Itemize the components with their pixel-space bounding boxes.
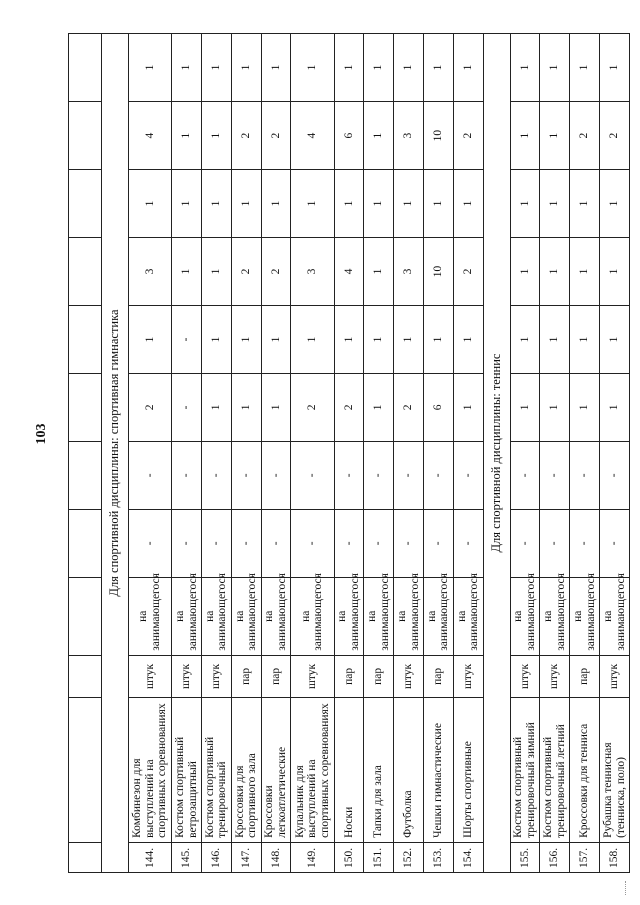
quantity-cell-3: 2 — [129, 373, 172, 441]
quantity-cell-2: - — [600, 441, 630, 509]
quantity-cell-7: 2 — [261, 102, 291, 170]
quantity-cell-8: 1 — [364, 34, 394, 102]
section-title: Для спортивной дисциплины: спортивная гимнастика — [102, 34, 129, 873]
quantity-cell-2: - — [172, 441, 202, 509]
table-row — [394, 34, 424, 873]
calculation-unit: на занимающегося — [510, 577, 540, 655]
quantity-cell-5: 2 — [231, 238, 261, 306]
quantity-cell-8: 1 — [394, 34, 424, 102]
calculation-unit: на занимающегося — [261, 577, 291, 655]
unit-of-measure: пар — [261, 655, 291, 697]
quantity-cell-1: - — [364, 509, 394, 577]
scan-edge-mark — [625, 881, 634, 895]
row-number: 157. — [570, 842, 600, 872]
quantity-cell-3: 1 — [540, 373, 570, 441]
quantity-cell-4: 1 — [201, 305, 231, 373]
quantity-cell-1: - — [291, 509, 334, 577]
row-number: 158. — [600, 842, 630, 872]
quantity-cell-2: - — [453, 441, 483, 509]
quantity-cell-1: - — [600, 509, 630, 577]
calculation-unit: на занимающегося — [201, 577, 231, 655]
quantity-cell-3: - — [172, 373, 202, 441]
row-number: 150. — [334, 842, 364, 872]
unit-of-measure: пар — [423, 655, 453, 697]
quantity-cell-2: - — [291, 441, 334, 509]
unit-of-measure: штук — [453, 655, 483, 697]
quantity-cell-5: 1 — [201, 238, 231, 306]
quantity-cell-3: 1 — [600, 373, 630, 441]
calculation-unit: на занимающегося — [231, 577, 261, 655]
quantity-cell-4: 1 — [394, 305, 424, 373]
quantity-cell-6: 1 — [364, 170, 394, 238]
calculation-unit: на занимающегося — [423, 577, 453, 655]
quantity-cell-8: 1 — [423, 34, 453, 102]
quantity-cell-1: - — [394, 509, 424, 577]
quantity-cell-2: - — [129, 441, 172, 509]
quantity-cell-6: 1 — [394, 170, 424, 238]
quantity-cell-4: 1 — [570, 305, 600, 373]
calculation-unit: на занимающегося — [570, 577, 600, 655]
unit-of-measure: штук — [394, 655, 424, 697]
calculation-unit: на занимающегося — [291, 577, 334, 655]
quantity-cell-8: 1 — [172, 34, 202, 102]
quantity-cell-3: 2 — [394, 373, 424, 441]
table-row — [129, 34, 172, 873]
equipment-table — [68, 33, 630, 873]
quantity-cell-7: 4 — [291, 102, 334, 170]
quantity-cell-3: 1 — [453, 373, 483, 441]
item-name: Рубашка теннисная (тенниска, поло) — [600, 698, 630, 843]
row-number: 146. — [201, 842, 231, 872]
quantity-cell-6: 1 — [201, 170, 231, 238]
table-top-row — [69, 34, 102, 873]
quantity-cell-4: 1 — [364, 305, 394, 373]
page-number: 103 — [34, 423, 49, 445]
quantity-cell-2: - — [334, 441, 364, 509]
item-name: Костюм спортивный тренировочный летний — [540, 698, 570, 843]
quantity-cell-8: 1 — [334, 34, 364, 102]
quantity-cell-6: 1 — [261, 170, 291, 238]
quantity-cell-5: 1 — [172, 238, 202, 306]
quantity-cell-5: 2 — [453, 238, 483, 306]
quantity-cell-1: - — [261, 509, 291, 577]
row-number: 152. — [394, 842, 424, 872]
quantity-cell-1: - — [453, 509, 483, 577]
quantity-cell-8: 1 — [201, 34, 231, 102]
quantity-cell-4: 1 — [510, 305, 540, 373]
table-row — [540, 34, 570, 873]
unit-of-measure: штук — [600, 655, 630, 697]
quantity-cell-4: 1 — [334, 305, 364, 373]
table-row — [291, 34, 334, 873]
row-number: 144. — [129, 842, 172, 872]
unit-of-measure: штук — [201, 655, 231, 697]
unit-of-measure: штук — [510, 655, 540, 697]
item-name: Футболка — [394, 698, 424, 843]
quantity-cell-8: 1 — [540, 34, 570, 102]
row-number: 148. — [261, 842, 291, 872]
item-name: Тапки для зала — [364, 698, 394, 843]
quantity-cell-7: 1 — [201, 102, 231, 170]
item-name: Чешки гимнастические — [423, 698, 453, 843]
quantity-cell-1: - — [129, 509, 172, 577]
quantity-cell-8: 1 — [453, 34, 483, 102]
unit-of-measure: штук — [540, 655, 570, 697]
quantity-cell-4: 1 — [231, 305, 261, 373]
table-row — [201, 34, 231, 873]
calculation-unit: на занимающегося — [172, 577, 202, 655]
quantity-cell-7: 10 — [423, 102, 453, 170]
quantity-cell-2: - — [231, 441, 261, 509]
quantity-cell-1: - — [540, 509, 570, 577]
quantity-cell-2: - — [201, 441, 231, 509]
quantity-cell-7: 1 — [540, 102, 570, 170]
item-name: Костюм спортивный тренировочный зимний — [510, 698, 540, 843]
calculation-unit: на занимающегося — [394, 577, 424, 655]
table-row — [364, 34, 394, 873]
quantity-cell-5: 10 — [423, 238, 453, 306]
quantity-cell-5: 1 — [540, 238, 570, 306]
item-name: Кроссовки для спортивного зала — [231, 698, 261, 843]
quantity-cell-1: - — [231, 509, 261, 577]
unit-of-measure: пар — [570, 655, 600, 697]
quantity-cell-6: 1 — [334, 170, 364, 238]
quantity-cell-8: 1 — [570, 34, 600, 102]
quantity-cell-5: 1 — [510, 238, 540, 306]
table-body — [69, 34, 630, 873]
unit-of-measure: штук — [291, 655, 334, 697]
calculation-unit: на занимающегося — [129, 577, 172, 655]
unit-of-measure: пар — [364, 655, 394, 697]
calculation-unit: на занимающегося — [453, 577, 483, 655]
row-number: 149. — [291, 842, 334, 872]
quantity-cell-6: 1 — [129, 170, 172, 238]
quantity-cell-2: - — [394, 441, 424, 509]
quantity-cell-8: 1 — [510, 34, 540, 102]
quantity-cell-6: 1 — [291, 170, 334, 238]
quantity-cell-2: - — [364, 441, 394, 509]
quantity-cell-6: 1 — [423, 170, 453, 238]
quantity-cell-3: 1 — [261, 373, 291, 441]
table-row — [261, 34, 291, 873]
table-row — [600, 34, 630, 873]
quantity-cell-7: 4 — [129, 102, 172, 170]
quantity-cell-1: - — [172, 509, 202, 577]
quantity-cell-4: 1 — [600, 305, 630, 373]
table-row — [423, 34, 453, 873]
quantity-cell-4: 1 — [129, 305, 172, 373]
quantity-cell-7: 2 — [570, 102, 600, 170]
row-number: 147. — [231, 842, 261, 872]
unit-of-measure: штук — [172, 655, 202, 697]
quantity-cell-3: 2 — [334, 373, 364, 441]
quantity-cell-7: 2 — [231, 102, 261, 170]
quantity-cell-5: 1 — [600, 238, 630, 306]
table-row — [453, 34, 483, 873]
quantity-cell-5: 3 — [394, 238, 424, 306]
quantity-cell-3: 1 — [201, 373, 231, 441]
quantity-cell-5: 1 — [570, 238, 600, 306]
quantity-cell-7: 2 — [453, 102, 483, 170]
row-number: 153. — [423, 842, 453, 872]
quantity-cell-1: - — [201, 509, 231, 577]
quantity-cell-6: 1 — [600, 170, 630, 238]
quantity-cell-5: 3 — [129, 238, 172, 306]
unit-of-measure: пар — [231, 655, 261, 697]
calculation-unit: на занимающегося — [334, 577, 364, 655]
quantity-cell-5: 4 — [334, 238, 364, 306]
calculation-unit: на занимающегося — [540, 577, 570, 655]
quantity-cell-3: 2 — [291, 373, 334, 441]
quantity-cell-5: 2 — [261, 238, 291, 306]
quantity-cell-2: - — [570, 441, 600, 509]
table-row — [570, 34, 600, 873]
quantity-cell-4: 1 — [540, 305, 570, 373]
quantity-cell-1: - — [510, 509, 540, 577]
table-row — [172, 34, 202, 873]
row-number: 151. — [364, 842, 394, 872]
quantity-cell-7: 1 — [510, 102, 540, 170]
calculation-unit: на занимающегося — [600, 577, 630, 655]
quantity-cell-6: 1 — [453, 170, 483, 238]
quantity-cell-8: 1 — [600, 34, 630, 102]
item-name: Комбинезон для выступлений на спортивных соревнованиях — [129, 698, 172, 843]
quantity-cell-3: 1 — [570, 373, 600, 441]
quantity-cell-7: 6 — [334, 102, 364, 170]
rotated-page-content — [68, 33, 630, 873]
section-header-row — [102, 34, 129, 873]
row-number: 145. — [172, 842, 202, 872]
quantity-cell-3: 1 — [364, 373, 394, 441]
quantity-cell-1: - — [570, 509, 600, 577]
table-row — [231, 34, 261, 873]
quantity-cell-4: - — [172, 305, 202, 373]
quantity-cell-2: - — [540, 441, 570, 509]
item-name: Кроссовки легкоатлетические — [261, 698, 291, 843]
quantity-cell-8: 1 — [261, 34, 291, 102]
quantity-cell-4: 1 — [261, 305, 291, 373]
table-row — [510, 34, 540, 873]
quantity-cell-1: - — [423, 509, 453, 577]
quantity-cell-4: 1 — [423, 305, 453, 373]
quantity-cell-3: 6 — [423, 373, 453, 441]
quantity-cell-7: 1 — [172, 102, 202, 170]
item-name: Носки — [334, 698, 364, 843]
quantity-cell-2: - — [510, 441, 540, 509]
item-name: Костюм спортивный тренировочный — [201, 698, 231, 843]
quantity-cell-1: - — [334, 509, 364, 577]
table-row — [334, 34, 364, 873]
item-name: Купальник для выступлений на спортивных соревнованиях — [291, 698, 334, 843]
quantity-cell-7: 1 — [364, 102, 394, 170]
item-name: Кроссовки для тенниса — [570, 698, 600, 843]
quantity-cell-3: 1 — [510, 373, 540, 441]
quantity-cell-7: 3 — [394, 102, 424, 170]
row-number: 154. — [453, 842, 483, 872]
quantity-cell-8: 1 — [231, 34, 261, 102]
quantity-cell-6: 1 — [570, 170, 600, 238]
quantity-cell-2: - — [261, 441, 291, 509]
section-header-row — [483, 34, 510, 873]
quantity-cell-8: 1 — [129, 34, 172, 102]
quantity-cell-2: - — [423, 441, 453, 509]
item-name: Шорты спортивные — [453, 698, 483, 843]
quantity-cell-4: 1 — [453, 305, 483, 373]
item-name: Костюм спортивный ветрозащитный — [172, 698, 202, 843]
quantity-cell-6: 1 — [510, 170, 540, 238]
row-number: 156. — [540, 842, 570, 872]
unit-of-measure: пар — [334, 655, 364, 697]
quantity-cell-6: 1 — [540, 170, 570, 238]
quantity-cell-6: 1 — [172, 170, 202, 238]
quantity-cell-7: 2 — [600, 102, 630, 170]
quantity-cell-5: 3 — [291, 238, 334, 306]
calculation-unit: на занимающегося — [364, 577, 394, 655]
quantity-cell-8: 1 — [291, 34, 334, 102]
quantity-cell-3: 1 — [231, 373, 261, 441]
row-number: 155. — [510, 842, 540, 872]
section-title: Для спортивной дисциплины: теннис — [483, 34, 510, 873]
quantity-cell-5: 1 — [364, 238, 394, 306]
quantity-cell-6: 1 — [231, 170, 261, 238]
quantity-cell-4: 1 — [291, 305, 334, 373]
unit-of-measure: штук — [129, 655, 172, 697]
